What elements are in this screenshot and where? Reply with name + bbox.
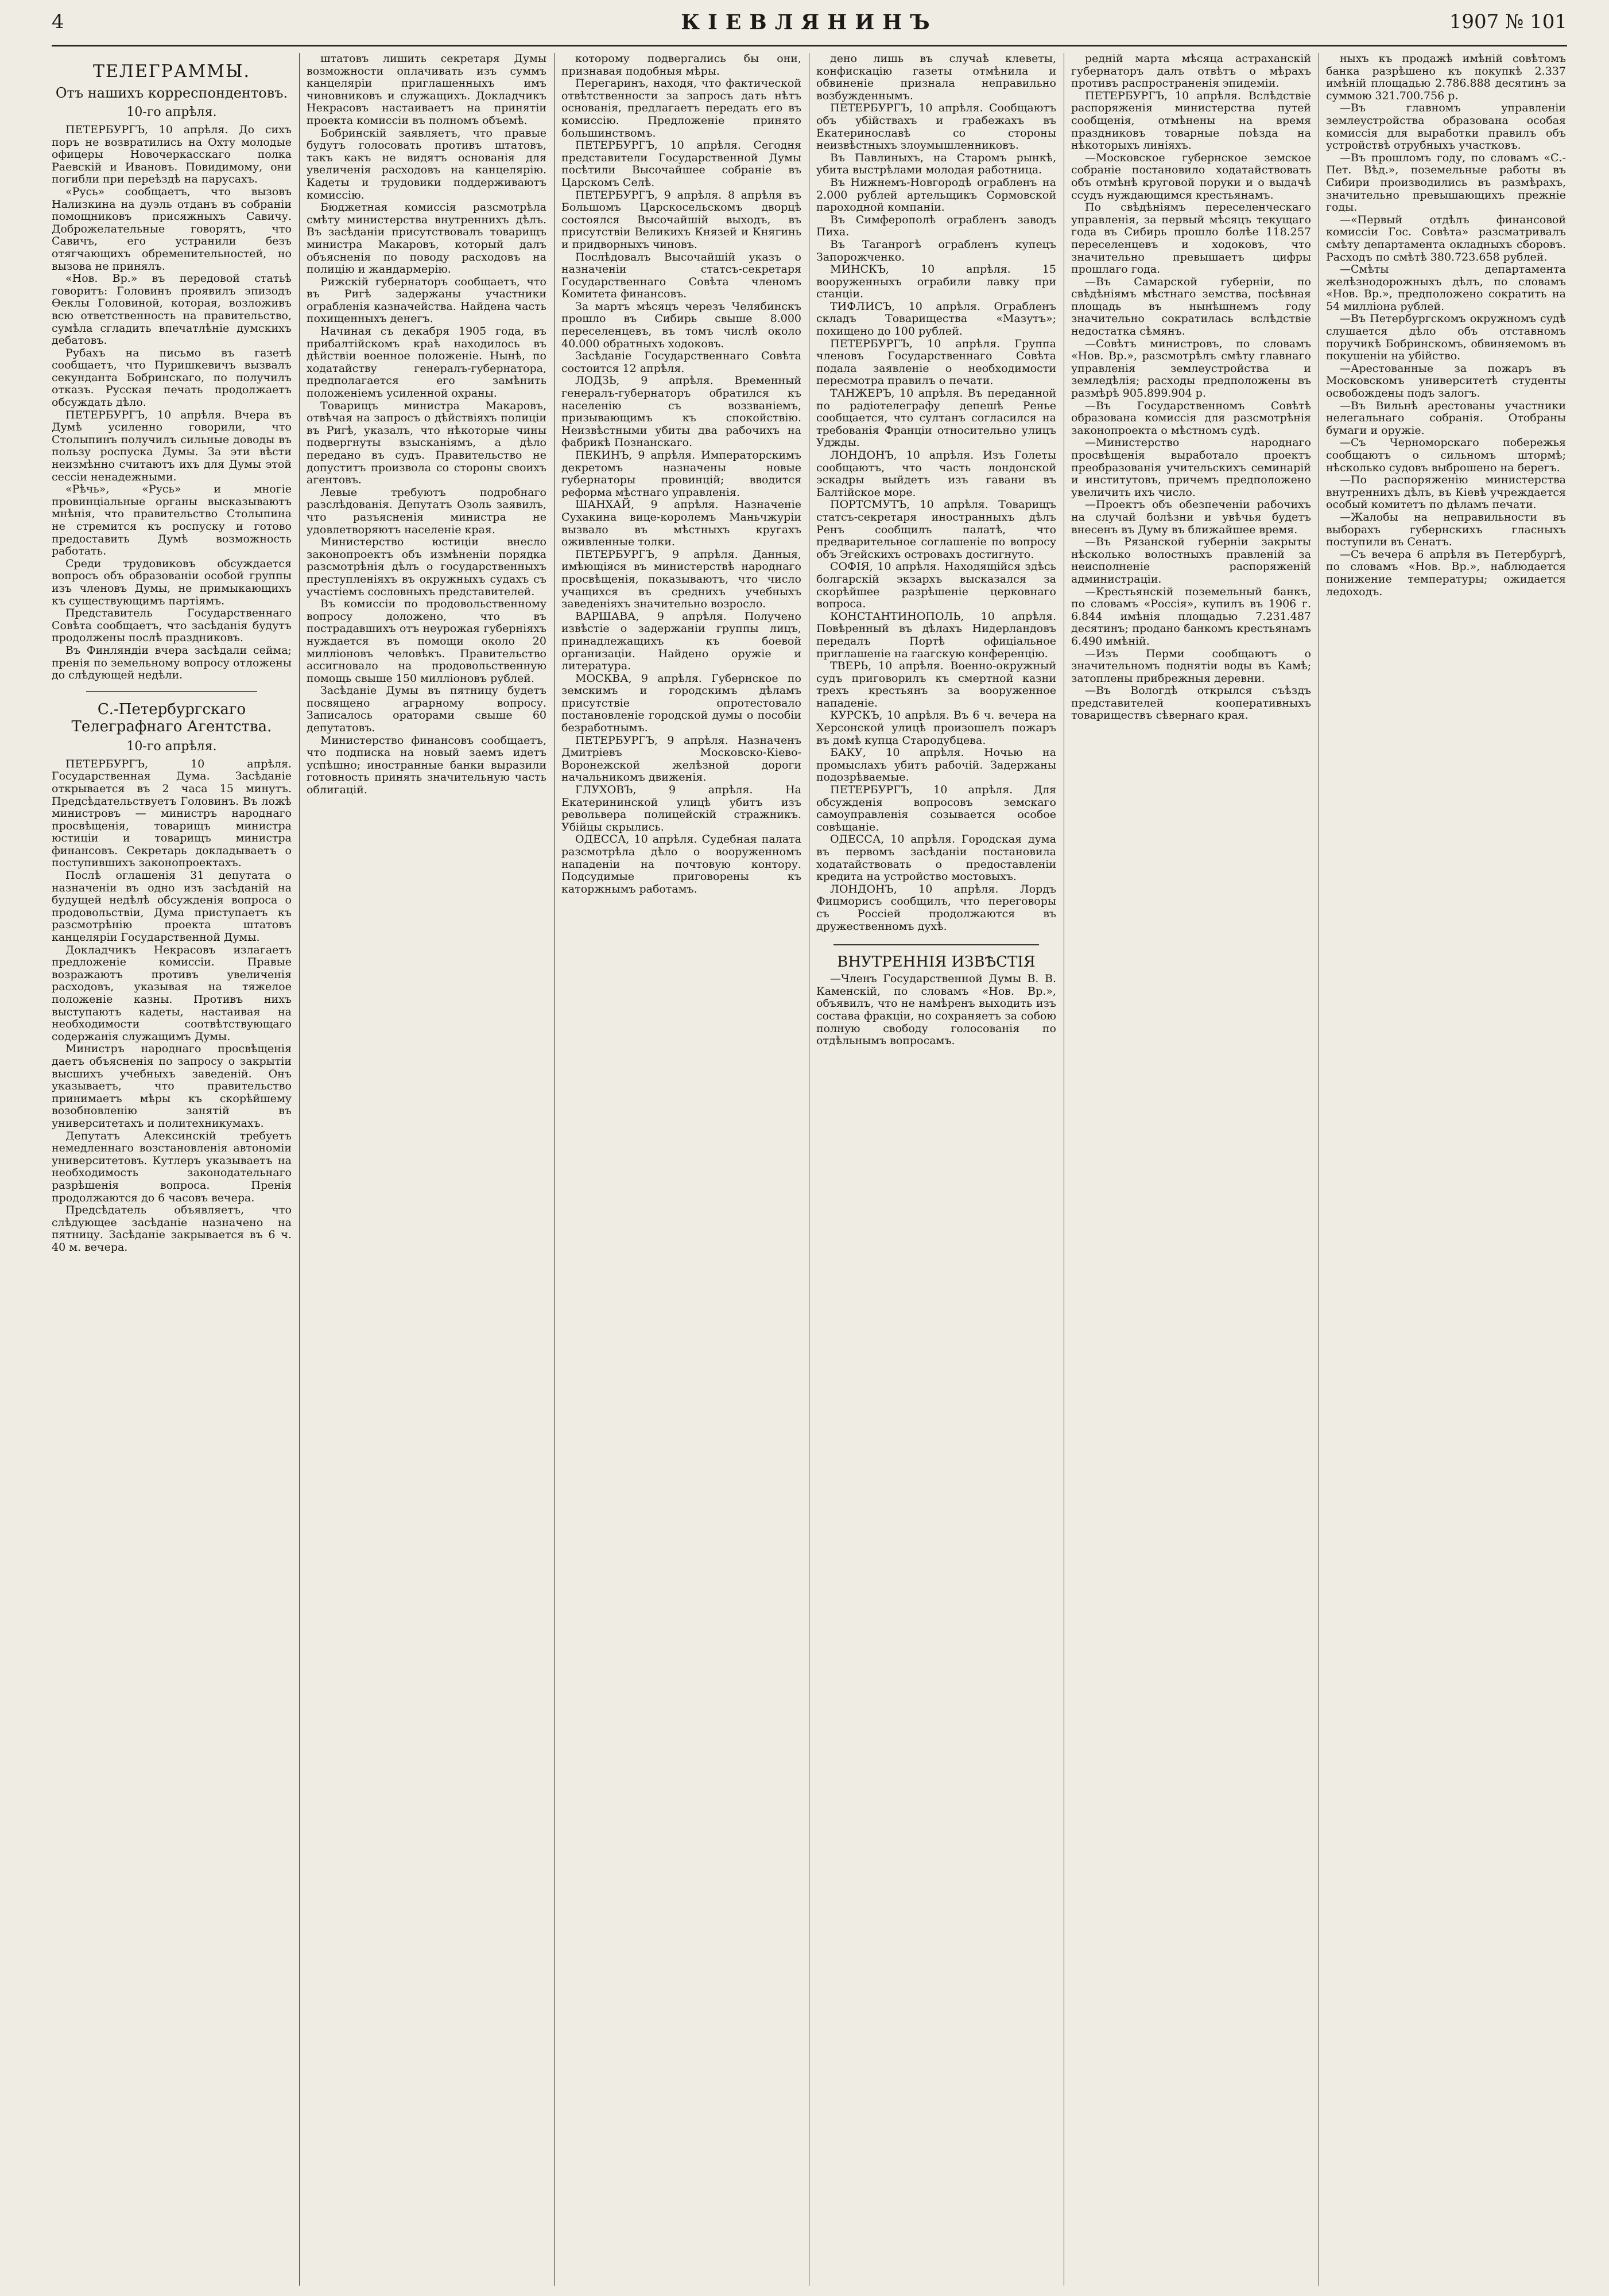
page-header (52, 10, 1567, 36)
paragraph: Засѣданіе Думы въ пятницу будетъ посвящено аграрному вопросу. Записалось ораторами свыше 60 депутатовъ. (307, 684, 546, 735)
paragraph: Въ комиссіи по продовольственному вопросу доложено, что въ пострадавшихъ отъ неурожая губерніяхъ нуждается въ помощи около 20 милліоновъ человѣкъ. Правительство ассигновало на продовольственную помощь свыше 150 милліоновъ рублей. (307, 598, 546, 685)
header-rule (52, 45, 1567, 46)
paragraph: МИНСКЪ, 10 апрѣля. 15 вооруженныхъ ограбили лавку при станціи. (816, 263, 1056, 301)
paragraph: ТИФЛИСЪ, 10 апрѣля. Ограбленъ складъ Товарищества «Мазутъ»; похищено до 100 рублей. (816, 300, 1056, 338)
paragraph: ныхъ къ продажѣ имѣній совѣтомъ банка разрѣшено къ покупкѣ 2.337 имѣній площадью 2.786.888 десятинъ за суммою 321.700.756 р. (1326, 53, 1566, 102)
column-1 (52, 53, 292, 2286)
column-4 (816, 53, 1056, 2286)
paragraph: ПЕТЕРБУРГЪ, 10 апрѣля. Сообщаютъ объ убійствахъ и грабежахъ въ Екатеринославѣ со стороны неизвѣстныхъ злоумышленниковъ. (816, 102, 1056, 152)
agency-title: С.-Петербургскаго Телеграфнаго Агентства. (71, 700, 272, 735)
paragraph: —По распоряженію министерства внутреннихъ дѣлъ, въ Кіевѣ учреждается особый комитетъ по дѣламъ печати. (1326, 474, 1566, 511)
paragraph: «Нов. Вр.» въ передовой статьѣ говоритъ: Головинъ проявилъ эпизодъ Ѳеклы Головиной, которая, возложивъ всю ответственность на правительство, сумѣла сгладить впечатлѣніе думскихъ дебатовъ. (52, 272, 292, 347)
divider (86, 691, 257, 692)
paragraph: Въ Таганрогѣ ограбленъ купецъ Запорожченко. (816, 238, 1056, 263)
paragraph: Въ Симферополѣ ограбленъ заводъ Пиха. (816, 213, 1056, 239)
paragraph: —Въ Вологдѣ открылся съѣздъ представителей кооперативныхъ товариществъ сѣвернаго края. (1071, 684, 1311, 722)
article-body (1071, 53, 1311, 722)
paragraph: Министерство юстиціи внесло законопроектъ объ измѣненіи порядка разсмотрѣнія дѣлъ о государственныхъ преступленіяхъ въ окружныхъ судахъ съ участіемъ сословныхъ представителей. (307, 536, 546, 598)
paragraph: —Въ Государственномъ Совѣтѣ образована комиссія для разсмотрѣнія законопроекта о мѣстномъ судѣ. (1071, 399, 1311, 437)
paragraph: дено лишь въ случаѣ клеветы, конфискацію газеты отмѣнила и обвиненіе признала неправильно возбужденнымъ. (816, 53, 1056, 102)
agency-body (52, 758, 292, 1254)
paragraph: —Арестованные за пожаръ въ Московскомъ университетѣ студенты освобождены подъ залогъ. (1326, 362, 1566, 400)
internal-news-body (816, 973, 1056, 1048)
page-number: 4 (52, 10, 64, 33)
paragraph: ПЕТЕРБУРГЪ, 9 апрѣля. Назначенъ Дмитріевъ Московско-Кіево-Воронежской желѣзной дороги начальникомъ движенія. (561, 734, 801, 784)
paragraph: ТАНЖЕРЪ, 10 апрѣля. Въ переданной по радіотелеграфу депешѣ Ренье сообщается, что султанъ согласился на требованія Франціи относительно улицъ Уджды. (816, 387, 1056, 449)
column-rule (299, 53, 300, 2286)
paragraph: —Съ вечера 6 апрѣля въ Петербургѣ, по словамъ «Нов. Вр.», наблюдается понижение температуры; ожидается ледоходъ. (1326, 548, 1566, 598)
paragraph: Засѣданіе Государственнаго Совѣта состоится 12 апрѣля. (561, 350, 801, 375)
paragraph: —Крестьянскій поземельный банкъ, по словамъ «Россія», купилъ въ 1906 г. 6.844 имѣнія площадью 7.231.487 десятинъ; продано банкомъ крестьянамъ 6.490 имѣній. (1071, 585, 1311, 647)
paragraph: Левые требуютъ подробнаго разслѣдованія. Депутатъ Озоль заявилъ, что разъясненія министра не удовлетворяютъ населеніе края. (307, 486, 546, 536)
paragraph: —Смѣты департамента желѣзнодорожныхъ дѣлъ, по словамъ «Нов. Вр.», предположено сократить на 54 милліона рублей. (1326, 263, 1566, 313)
paragraph: Въ Финляндіи вчера засѣдали сейма; пренія по земельному вопросу отложены до слѣдующей недѣли. (52, 643, 292, 682)
paragraph: «Русь» сообщаетъ, что вызовъ Нализкина на дуэль отданъ въ собраніи помощниковъ присяжныхъ Савичу. Доброжелательные говорятъ, что Савичъ, его устранили безъ отягчающихъ обременительностей, но вызова не принялъ. (52, 185, 292, 273)
paragraph: ПЕТЕРБУРГЪ, 10 апрѣля. Вчера въ Думѣ усиленно говорили, что Столыпинъ получилъ сильные доводы въ пользу роспуска Думы. За эти вѣсти неизмѣнно считаютъ ихъ для Думы этой сессіи ненадежными. (52, 408, 292, 483)
issue-number: 1907 № 101 (1449, 10, 1567, 33)
paragraph: Рубахъ на письмо въ газетѣ сообщаетъ, что Пуришкевичъ вызвалъ секунданта Бобринскаго, по получилъ отказъ. Русская печать продолжаетъ обсуждать дѣло. (52, 346, 292, 409)
paragraph: КУРСКЪ, 10 апрѣля. Въ 6 ч. вечера на Херсонской улицѣ произошелъ пожаръ въ домѣ купца Стародубцева. (816, 709, 1056, 747)
paragraph: Депутатъ Алексинскій требуетъ немедленнаго возстановленія автономіи университетовъ. Кутлеръ указываетъ на необходимость законодательнаго разрѣшенія вопроса. Пренія продолжаются до 6 часовъ вечера. (52, 1129, 292, 1204)
paragraph: Въ Павлиныхъ, на Старомъ рынкѣ, убита выстрѣлами молодая работница. (816, 151, 1056, 177)
paragraph: Министерство финансовъ сообщаетъ, что подписка на новый заемъ идетъ успѣшно; иностранные банки выразили готовность принять значительную часть облигацій. (307, 734, 546, 797)
paragraph: ПЕТЕРБУРГЪ, 9 апрѣля. 8 апрѣля въ Большомъ Царскосельскомъ дворцѣ состоялся Высочайшій выходъ, въ присутствіи Великихъ Князей и Княгинь и придворныхъ чиновъ. (561, 188, 801, 251)
paragraph: ОДЕССА, 10 апрѣля. Городская дума въ первомъ засѣданіи постановила ходатайствовать о предоставленіи кредита на устройство мостовыхъ. (816, 833, 1056, 883)
paragraph: которому подвергались бы они, признавая подобныя мѣры. (561, 53, 801, 77)
paragraph: Министръ народнаго просвѣщенія даетъ объясненія по запросу о закрытіи высшихъ учебныхъ заведеній. Онъ указываетъ, что правительство принимаетъ мѣры къ скорѣйшему возобновленію занятій въ университетахъ и политехникумахъ. (52, 1042, 292, 1130)
column-5 (1071, 53, 1311, 2286)
paragraph: —Въ Вильнѣ арестованы участники нелегальнаго собранія. Отобраны бумаги и оружіе. (1326, 399, 1566, 437)
newspaper-page (52, 0, 1567, 2296)
paragraph: ТВЕРЬ, 10 апрѣля. Военно-окружный судъ приговорилъ къ смертной казни трехъ крестьянъ за вооруженное нападеніе. (816, 660, 1056, 709)
article-body (816, 53, 1056, 933)
section-title-internal-news: ВНУТРЕННІЯ ИЗВѢСТІЯ (837, 953, 1036, 971)
newspaper-title: КІЕВЛЯНИНЪ (681, 10, 938, 34)
paragraph: Рижскій губернаторъ сообщаетъ, что въ Ригѣ задержаны участники ограбленія казначейства. Найдена часть похищенныхъ денегъ. (307, 275, 546, 325)
paragraph: Послѣ оглашенія 31 депутата о назначеніи въ одно изъ засѣданій на будущей недѣлѣ обсужденія вопроса о продовольствіи, Дума приступаетъ къ разсмотрѣнію проекта штатовъ канцеляріи Государственной Думы. (52, 869, 292, 944)
paragraph: ПЕТЕРБУРГЪ, 10 апрѣля. Для обсужденія вопросовъ земскаго самоуправленія созывается особое совѣщаніе. (816, 784, 1056, 833)
paragraph: БАКУ, 10 апрѣля. Ночью на промыслахъ убитъ рабочій. Задержаны подозрѣваемые. (816, 746, 1056, 784)
paragraph: —Въ Петербургскомъ окружномъ судѣ слушается дѣло объ отставномъ поручикѣ Бобринскомъ, обвиняемомъ въ покушеніи на убійство. (1326, 312, 1566, 363)
article-body (561, 53, 801, 895)
paragraph: ПЕТЕРБУРГЪ, 10 апрѣля. Сегодня представители Государственной Думы посѣтили Высочайшее собраніе въ Царскомъ Селѣ. (561, 139, 801, 189)
paragraph: ПЕТЕРБУРГЪ, 10 апрѣля. Группа членовъ Государственнаго Совѣта подала заявленіе о необходимости пересмотра правилъ о печати. (816, 337, 1056, 387)
paragraph: —«Первый отдѣлъ финансовой комиссіи Гос. Совѣта» разсматривалъ смѣту департамента окладныхъ сборовъ. Расходъ по смѣтѣ 380.723.658 рублей. (1326, 213, 1566, 263)
paragraph: —Въ Самарской губерніи, по свѣдѣніямъ мѣстнаго земства, посѣвная площадь въ нынѣшнемъ году значительно сократилась вслѣдствіе недостатка сѣмянъ. (1071, 275, 1311, 338)
paragraph: По свѣдѣніямъ переселенческаго управленія, за первый мѣсяцъ текущаго года въ Сибирь прошло болѣе 118.257 переселенцевъ и ходоковъ, что значительно превышаетъ цифры прошлаго года. (1071, 201, 1311, 276)
paragraph: Бобринскій заявляетъ, что правые будутъ голосовать противъ штатовъ, такъ какъ не видятъ основанія для увеличенія расходовъ на канцелярію. Кадеты и трудовики поддерживаютъ комиссію. (307, 126, 546, 201)
paragraph: —Жалобы на неправильности въ выборахъ губернскихъ гласныхъ поступили въ Сенатъ. (1326, 510, 1566, 549)
paragraph: —Проектъ объ обезпеченіи рабочихъ на случай болѣзни и увѣчья будетъ внесенъ въ Думу въ ближайшее время. (1071, 498, 1311, 536)
paragraph: ПЕТЕРБУРГЪ, 10 апрѣля. Государственная Дума. Засѣданіе открывается въ 2 часа 15 минутъ. Предсѣдательствуетъ Головинъ. Въ ложѣ министровъ — министръ народнаго просвѣщенія, товарищъ министра юстиціи и товарищъ министра финансовъ. Секретарь докладываетъ о поступившихъ законопроектахъ. (52, 757, 292, 870)
paragraph: МОСКВА, 9 апрѣля. Губернское по земскимъ и городскимъ дѣламъ присутствіе опротестовало постановленіе городской думы о пособіи безработнымъ. (561, 672, 801, 735)
paragraph: Товарищъ министра Макаровъ, отвѣчая на запросъ о дѣйствіяхъ полиціи въ Ригѣ, указалъ, что нѣкоторые чины подвергнуты взысканіямъ, а дѣло передано въ судъ. Правительство не допуститъ произвола со стороны своихъ агентовъ. (307, 399, 546, 487)
article-body (52, 124, 292, 682)
paragraph: —Членъ Государственной Думы В. В. Каменскій, по словамъ «Нов. Вр.», объявилъ, что не намѣренъ выходить изъ состава фракціи, но сохраняетъ за собою полную свободу голосованія по отдѣльнымъ вопросамъ. (816, 972, 1056, 1048)
paragraph: —Совѣтъ министровъ, по словамъ «Нов. Вр.», разсмотрѣлъ смѣту главнаго управленія землеустройства и земледѣлія; расходы предположены въ размѣрѣ 905.899.904 р. (1071, 337, 1311, 400)
paragraph: ПЕТЕРБУРГЪ, 10 апрѣля. До сихъ поръ не возвратились на Охту молодые офицеры Новочеркасскаго полка Раевскій и Ивановъ. Повидимому, они погибли при переѣздѣ на парусахъ. (52, 123, 292, 186)
paragraph: Начиная съ декабря 1905 года, въ прибалтійскомъ краѣ находилось въ дѣйствіи военное положеніе. Нынѣ, по ходатайству генералъ-губернатора, предполагается его замѣнить положеніемъ усиленной охраны. (307, 325, 546, 400)
paragraph: СОФІЯ, 10 апрѣля. Находящійся здѣсь болгарскій экзархъ высказался за скорѣйшее разрѣшеніе церковнаго вопроса. (816, 560, 1056, 611)
paragraph: ПЕКИНЪ, 9 апрѣля. Императорскимъ декретомъ назначены новые губернаторы провинцій; вводится реформа мѣстнаго управленія. (561, 449, 801, 499)
paragraph: КОНСТАНТИНОПОЛЬ, 10 апрѣля. Повѣренный въ дѣлахъ Нидерландовъ передалъ Портѣ офиціальное приглашеніе на гаагскую конференцію. (816, 610, 1056, 660)
paragraph: Послѣдовалъ Высочайшій указъ о назначеніи статсъ-секретаря Государственнаго Совѣта членомъ Комитета финансовъ. (561, 250, 801, 301)
paragraph: Предсѣдатель объявляетъ, что слѣдующее засѣданіе назначено на пятницу. Засѣданіе закрывается въ 6 ч. 40 м. вечера. (52, 1204, 292, 1254)
paragraph: —Въ прошломъ году, по словамъ «С.-Пет. Вѣд.», поземельные работы въ Сибири производились въ размѣрахъ, значительно превышающихъ прежніе годы. (1326, 151, 1566, 214)
section-date: 10-го апрѣля. (126, 105, 217, 119)
paragraph: Перегаринъ, находя, что фактической отвѣтственности за запросъ дать нѣтъ основанія, предлагаетъ передать его въ комиссію. Предложеніе принято большинствомъ. (561, 77, 801, 139)
paragraph: —Въ главномъ управленіи землеустройства образована особая комиссія для выработки правилъ объ устройствѣ отрубныхъ участковъ. (1326, 102, 1566, 152)
paragraph: «Рѣчь», «Русь» и многіе провинціальные органы высказываютъ мнѣнія, что правительство Столыпина не стремится къ роспуску и готово предоставить Думѣ возможность работать. (52, 483, 292, 558)
column-3 (561, 53, 801, 2286)
paragraph: —Министерство народнаго просвѣщенія выработало проектъ преобразованія учительскихъ семинарій и институтовъ, причемъ предположено увеличить ихъ число. (1071, 436, 1311, 499)
paragraph: редній марта мѣсяца астраханскій губернаторъ далъ отвѣтъ о мѣрахъ противъ распространенія эпидеміи. (1071, 53, 1311, 90)
paragraph: Представитель Государственнаго Совѣта сообщаетъ, что засѣданія будутъ продолжены послѣ праздниковъ. (52, 607, 292, 645)
section-subtitle: Отъ нашихъ корреспондентовъ. (55, 85, 288, 101)
paragraph: Докладчикъ Некрасовъ излагаетъ предложеніе комиссіи. Правые возражаютъ противъ увеличенія расходовъ, указывая на тяжелое положеніе казны. Противъ нихъ выступаютъ кадеты, настаивая на необходимости соотвѣтствующаго содержанія служащимъ Думы. (52, 943, 292, 1043)
paragraph: —Съ Черноморскаго побережья сообщаютъ о сильномъ штормѣ; нѣсколько судовъ выброшено на берегъ. (1326, 436, 1566, 474)
paragraph: ВАРШАВА, 9 апрѣля. Получено извѣстіе о задержаніи группы лицъ, принадлежащихъ къ боевой организаціи. Найдено оружіе и литература. (561, 610, 801, 673)
article-body (1326, 53, 1566, 598)
paragraph: ШАНХАЙ, 9 апрѣля. Назначеніе Сухакина вице-королемъ Маньчжуріи вызвало въ мѣстныхъ кругахъ оживленные толки. (561, 498, 801, 549)
divider (833, 944, 1039, 945)
paragraph: Въ Нижнемъ-Новгородѣ ограбленъ на 2.000 рублей артельщикъ Сормовской пароходной компаніи. (816, 176, 1056, 214)
paragraph: ПЕТЕРБУРГЪ, 10 апрѣля. Вслѣдствіе распоряженія министерства путей сообщенія, отмѣнены на время праздниковъ товарные поѣзда на нѣкоторыхъ линіяхъ. (1071, 89, 1311, 152)
paragraph: —Московское губернское земское собраніе постановило ходатайствовать объ отмѣнѣ круговой поруки и о выдачѣ ссудъ нуждающимся крестьянамъ. (1071, 151, 1311, 201)
paragraph: штатовъ лишить секретаря Думы возможности оплачивать изъ суммъ канцеляріи приглашенныхъ имъ чиновниковъ и служащихъ. Докладчикъ Некрасовъ настаиваетъ на принятіи проекта комиссіи въ полномъ объемѣ. (307, 53, 546, 127)
paragraph: ПОРТСМУТЪ, 10 апрѣля. Товарищъ статсъ-секретаря иностранныхъ дѣлъ Ренъ сообщилъ палатѣ, что предварительное соглашеніе по вопросу объ Эгейскихъ островахъ достигнуто. (816, 498, 1056, 561)
paragraph: —Изъ Перми сообщаютъ о значительномъ поднятіи воды въ Камѣ; затоплены прибрежныя деревни. (1071, 647, 1311, 685)
paragraph: ЛОНДОНЪ, 10 апрѣля. Изъ Голеты сообщаютъ, что часть лондонской эскадры выйдетъ изъ гавани въ Балтійское море. (816, 449, 1056, 499)
paragraph: ОДЕССА, 10 апрѣля. Судебная палата разсмотрѣла дѣло о вооруженномъ нападеніи на почтовую контору. Подсудимые приговорены къ каторжнымъ работамъ. (561, 833, 801, 895)
paragraph: ГЛУХОВЪ, 9 апрѣля. На Екатерининской улицѣ убитъ изъ револьвера полицейскій стражникъ. Убійцы скрылись. (561, 784, 801, 833)
article-body (307, 53, 546, 797)
paragraph: Среди трудовиковъ обсуждается вопросъ объ образованіи особой группы изъ членовъ Думы, не примыкающихъ къ существующимъ партіямъ. (52, 557, 292, 607)
paragraph: ЛОДЗЬ, 9 апрѣля. Временный генералъ-губернаторъ обратился къ населенію съ воззваніемъ, призывающимъ къ спокойствію. Неизвѣстными убиты два рабочихъ на фабрикѣ Познанскаго. (561, 374, 801, 449)
paragraph: ПЕТЕРБУРГЪ, 9 апрѣля. Данныя, имѣющіяся въ министерствѣ народнаго просвѣщенія, показываютъ, что число учащихся въ среднихъ учебныхъ заведеніяхъ значительно возросло. (561, 548, 801, 611)
agency-date: 10-го апрѣля. (126, 739, 217, 754)
column-6 (1326, 53, 1566, 2286)
paragraph: Бюджетная комиссія разсмотрѣла смѣту министерства внутреннихъ дѣлъ. Въ засѣданіи присутствовалъ товарищъ министра Макаровъ, который далъ объясненія по поводу расходовъ на полицію и жандармерію. (307, 201, 546, 276)
column-rule (554, 53, 555, 2286)
paragraph: За мартъ мѣсяцъ черезъ Челябинскъ прошло въ Сибирь свыше 8.000 переселенцевъ, въ томъ числѣ около 40.000 обратныхъ ходоковъ. (561, 300, 801, 350)
paragraph: ЛОНДОНЪ, 10 апрѣля. Лордъ Фицморисъ сообщилъ, что переговоры съ Россіей продолжаются въ дружественномъ духѣ. (816, 882, 1056, 933)
section-title-telegrams: ТЕЛЕГРАММЫ. (92, 61, 251, 82)
paragraph: —Въ Рязанской губерніи закрыты нѣсколько волостныхъ правленій за неисполненіе распоряженій администраціи. (1071, 536, 1311, 585)
column-2 (307, 53, 546, 2286)
